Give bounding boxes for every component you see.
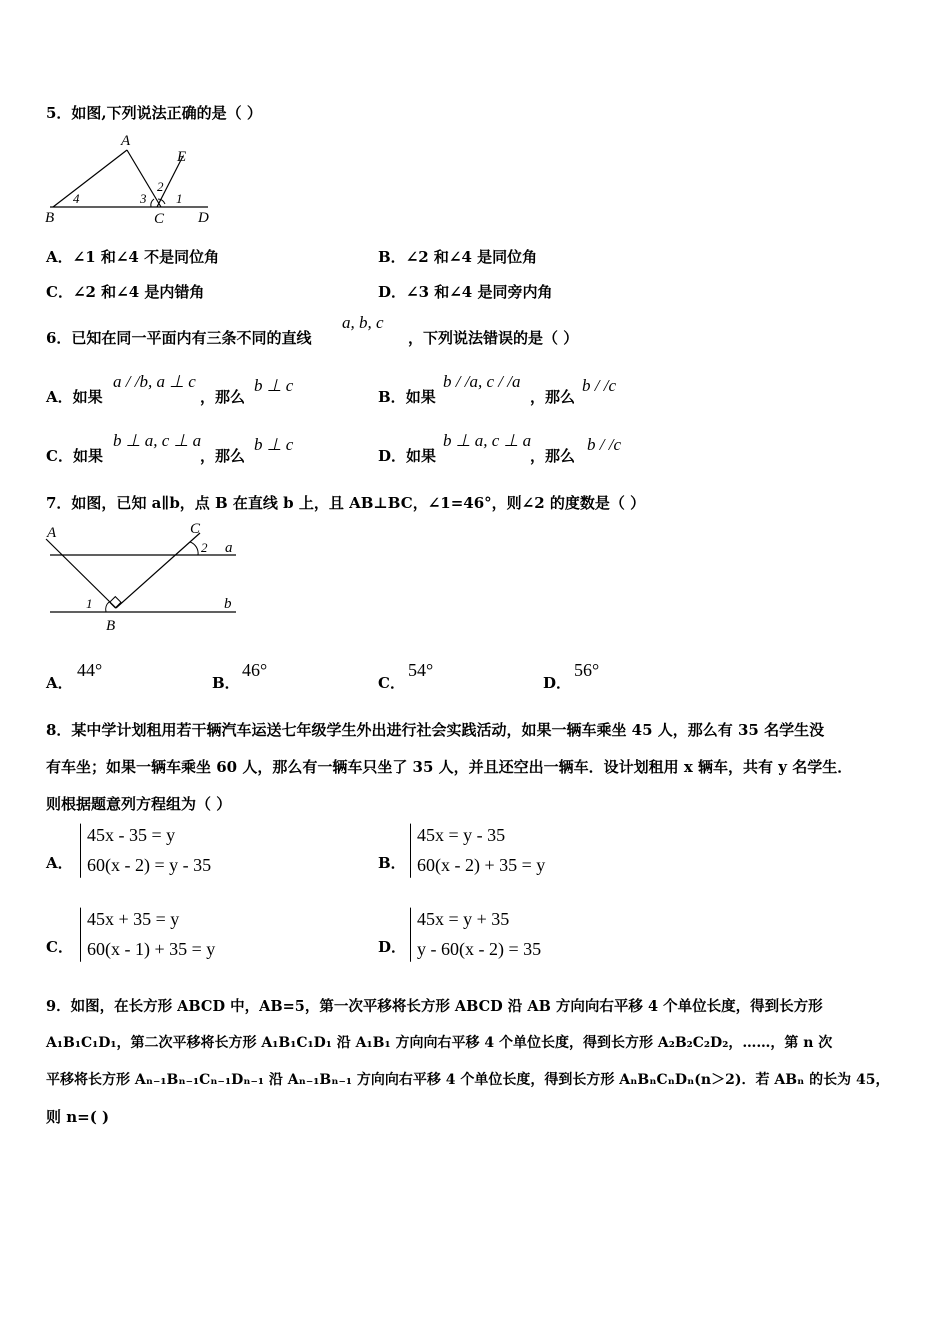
q5-option-d-text: ∠3 和∠4 是同旁内角 — [406, 283, 553, 301]
q7-angle-2: 2 — [201, 540, 208, 555]
q5-option-b-text: ∠2 和∠4 是同位角 — [405, 248, 538, 266]
q7-option-d[interactable]: D． — [543, 674, 572, 692]
q7-label-B: B — [106, 618, 116, 634]
q7-figure — [40, 517, 245, 635]
q9-stem-line1: 9．如图，在长方形 ABCD 中，AB=5，第一次平移将长方形 ABCD 沿 AB 方向向右平移 4 个单位长度，得到长方形 — [46, 998, 823, 1015]
q8-stem-line1: 8．某中学计划租用若干辆汽车运送七年级学生外出进行社会实践活动，如果一辆车乘坐 45 人，那么有 35 名学生没 — [46, 721, 825, 739]
q6-option-a-label: A． — [46, 388, 73, 406]
q5-option-b-label: B． — [378, 248, 406, 266]
q8-option-a-brace — [80, 823, 81, 878]
q7-label-C: C — [190, 521, 201, 537]
q8-option-c[interactable]: C． — [46, 938, 73, 956]
q8-stem-line2: 有车坐；如果一辆车乘坐 60 人，那么有一辆车只坐了 35 人，并且还空出一辆车．设计划租用 x 辆车，共有 y 名学生． — [46, 758, 853, 776]
q8-option-d-eq1: 45x = y + 35 — [417, 909, 510, 929]
q8-option-d-brace — [410, 907, 411, 962]
q8-option-c-brace — [80, 907, 81, 962]
q6-option-a-cond: a / /b, a ⊥ c — [113, 372, 196, 391]
q5-angle-3: 3 — [140, 191, 147, 206]
q7-label-a: a — [225, 540, 233, 556]
q5-figure — [40, 128, 225, 228]
q8-option-b-system — [417, 820, 545, 880]
q7-angle-1: 1 — [86, 596, 93, 611]
q7-label-b: b — [224, 596, 232, 612]
q6-option-d-if: 如果 — [406, 447, 437, 465]
q8-option-c-system — [87, 904, 215, 964]
q6-option-c-result: b ⊥ c — [254, 435, 294, 454]
q5-option-a-label: A． — [46, 248, 73, 266]
q5-option-a-text: ∠1 和∠4 不是同位角 — [72, 248, 220, 266]
q6-option-c-cond: b ⊥ a, c ⊥ a — [113, 431, 202, 450]
q7-option-c-value: 54° — [408, 660, 434, 680]
q9-stem-line3: 平移将长方形 Aₙ₋₁Bₙ₋₁Cₙ₋₁Dₙ₋₁ 沿 Aₙ₋₁Bₙ₋₁ 方向向右平移 4 个单位长度，得到长方形 AₙBₙCₙDₙ(n＞2)．若 ABₙ 的长为 45， — [46, 1072, 890, 1088]
q5-label-C: C — [154, 211, 165, 227]
q8-option-c-eq1: 45x + 35 = y — [87, 909, 180, 929]
q6-option-b-if: 如果 — [405, 388, 436, 406]
q6-option-d-result: b / /c — [587, 435, 621, 454]
q6-option-a-then: ，那么 — [200, 388, 246, 406]
q5-angle-1: 1 — [176, 191, 183, 206]
q7-option-b[interactable]: B． — [212, 674, 240, 692]
q8-option-b[interactable]: B． — [378, 854, 406, 872]
q5-angle-4: 4 — [73, 191, 80, 206]
q8-stem-line3: 则根据题意列方程组为（ ） — [46, 795, 232, 813]
q6-option-b[interactable] — [378, 386, 436, 407]
q5-label-B: B — [45, 210, 55, 226]
q7-option-a[interactable]: A． — [46, 674, 73, 692]
q5-label-A: A — [121, 133, 131, 149]
q5-angle-2: 2 — [157, 179, 164, 194]
q6-option-c-then: ，那么 — [200, 447, 246, 465]
q5-option-a[interactable] — [46, 246, 219, 267]
q5-option-d-label: D． — [378, 283, 407, 301]
q7-option-b-value: 46° — [242, 660, 268, 680]
q9-stem-line4: 则 n=( ) — [46, 1108, 110, 1126]
q7-option-a-value: 44° — [77, 660, 103, 680]
q6-stem-math: a, b, c — [342, 313, 384, 332]
q8-option-b-eq2: 60(x - 2) + 35 = y — [417, 855, 546, 875]
q6-option-b-result: b / /c — [582, 376, 616, 395]
q5-label-D: D — [198, 210, 209, 226]
q5-option-c-text: ∠2 和∠4 是内错角 — [72, 283, 205, 301]
q6-stem-post: ，下列说法错误的是（ ） — [408, 329, 579, 347]
q9-stem-line2: A₁B₁C₁D₁，第二次平移将长方形 A₁B₁C₁D₁ 沿 A₁B₁ 方向向右平移 4 个单位长度，得到长方形 A₂B₂C₂D₂，……，第 n 次 — [46, 1035, 833, 1051]
q7-option-c[interactable]: C． — [378, 674, 405, 692]
q6-option-b-cond: b / /a, c / /a — [443, 372, 521, 391]
q6-stem-pre: 6．已知在同一平面内有三条不同的直线 — [46, 329, 312, 347]
q6-option-d-cond: b ⊥ a, c ⊥ a — [443, 431, 532, 450]
q8-option-a-eq2: 60(x - 2) = y - 35 — [87, 855, 212, 875]
q8-option-b-eq1: 45x = y - 35 — [417, 825, 506, 845]
q6-option-b-label: B． — [378, 388, 406, 406]
q8-option-c-eq2: 60(x - 1) + 35 = y — [87, 939, 216, 959]
q8-option-a-eq1: 45x - 35 = y — [87, 825, 176, 845]
q6-option-a[interactable] — [46, 386, 103, 407]
q6-option-b-then: ，那么 — [530, 388, 576, 406]
q8-option-d-eq2: y - 60(x - 2) = 35 — [417, 939, 542, 959]
q8-option-a[interactable]: A． — [46, 854, 73, 872]
q5-option-d[interactable] — [378, 281, 552, 302]
q5-label-E: E — [177, 149, 187, 165]
q8-option-b-brace — [410, 823, 411, 878]
q5-stem: 5．如图,下列说法正确的是（ ） — [46, 104, 262, 122]
q6-option-d[interactable] — [378, 445, 436, 466]
q7-option-d-value: 56° — [574, 660, 600, 680]
q6-option-c-if: 如果 — [72, 447, 103, 465]
q6-option-a-result: b ⊥ c — [254, 376, 294, 395]
q8-option-d-system — [417, 904, 541, 964]
q6-option-d-label: D． — [378, 447, 407, 465]
q5-option-c-label: C． — [46, 283, 73, 301]
q8-option-d[interactable]: D． — [378, 938, 407, 956]
q7-label-A: A — [47, 525, 57, 541]
q6-option-c[interactable] — [46, 445, 103, 466]
q6-option-a-if: 如果 — [72, 388, 103, 406]
q5-option-b[interactable] — [378, 246, 537, 267]
q6-option-d-then: ，那么 — [530, 447, 576, 465]
q8-option-a-system — [87, 820, 211, 880]
q5-option-c[interactable] — [46, 281, 204, 302]
q7-stem: 7．如图，已知 a∥b，点 B 在直线 b 上，且 AB⊥BC，∠1=46°，则∠2 的度数是（ ） — [46, 494, 646, 512]
q6-option-c-label: C． — [46, 447, 73, 465]
